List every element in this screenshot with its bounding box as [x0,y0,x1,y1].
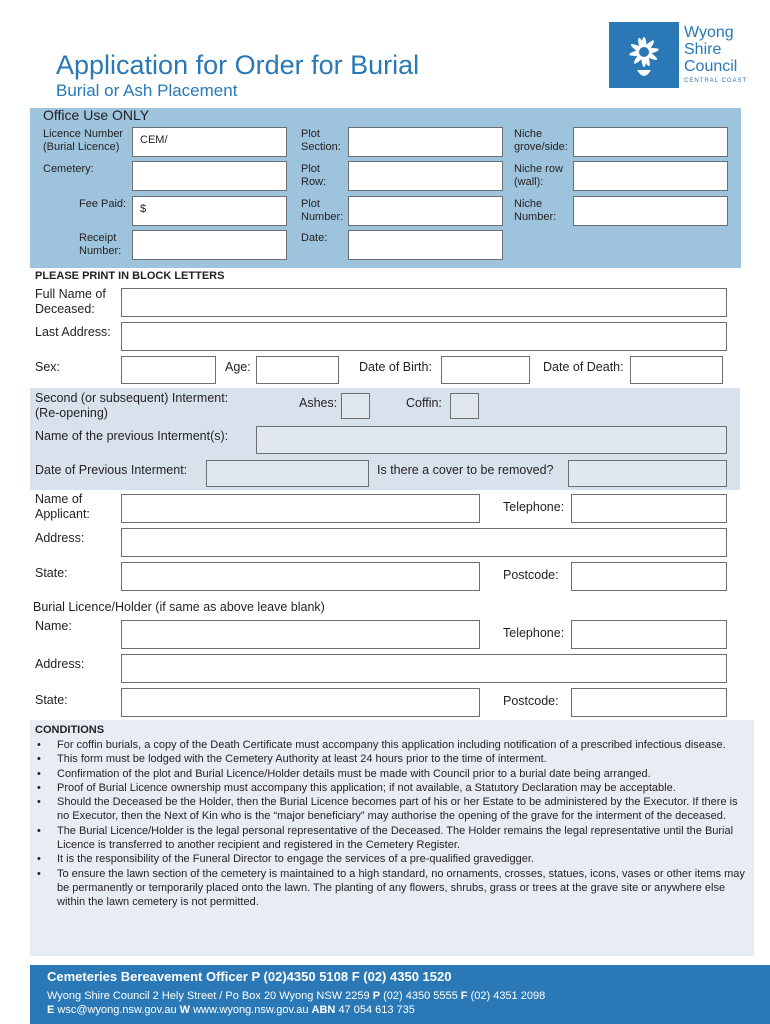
niche-number-input[interactable] [573,196,728,226]
sex-label: Sex: [35,360,61,374]
holder-telephone-label: Telephone: [503,626,565,640]
condition-item: • To ensure the lawn section of the cemetery is maintained to a high standard, no ornaments, crosses, statues, icons, vases or other items may be permanently or temporarily placed onto the lawn. The planting of any flowers, shrubs, grass or trees at the grave site or anywhere else within the lawn cemetery is not permitted. [34,867,748,910]
plot-row-input[interactable] [348,161,503,191]
age-input[interactable] [256,356,339,384]
niche-row-label: Niche row (wall): [514,163,563,188]
applicant-postcode-label: Postcode: [503,568,559,582]
applicant-state-input[interactable] [121,562,480,591]
page-subtitle: Burial or Ash Placement [56,81,238,100]
dod-input[interactable] [630,356,723,384]
sex-input[interactable] [121,356,216,384]
holder-heading: Burial Licence/Holder (if same as above leave blank) [33,600,325,614]
council-web-line: E wsc@wyong.nsw.gov.au W www.wyong.nsw.gov.au ABN 47 054 613 735 [47,1004,415,1016]
condition-item: • This form must be lodged with the Cemetery Authority at least 24 hours prior to the time of interment. [34,752,748,766]
licence-number-input[interactable]: CEM/ [132,127,287,157]
previous-interment-name-input[interactable] [256,426,727,454]
cemetery-input[interactable] [132,161,287,191]
previous-interment-name-label: Name of the previous Interment(s): [35,429,229,443]
holder-name-input[interactable] [121,620,480,649]
ashes-label: Ashes: [299,396,338,410]
ashes-checkbox[interactable] [341,393,370,419]
council-logo-icon [609,22,679,88]
applicant-name-label: Name of Applicant: [35,492,90,521]
applicant-telephone-input[interactable] [571,494,727,523]
applicant-address-input[interactable] [121,528,727,557]
dod-label: Date of Death: [543,360,624,374]
coffin-label: Coffin: [406,396,442,410]
condition-item: • The Burial Licence/Holder is the legal personal representative of the Deceased. The Holder remains the legal representative until the Burial Licence is transferred to another recipient and registered in the Cemetery Register. [34,824,748,853]
office-use-title: Office Use ONLY [43,107,150,123]
council-address-line: Wyong Shire Council 2 Hely Street / Po Box 20 Wyong NSW 2259 P (02) 4350 5555 F (02) 4351 2098 [47,990,546,1002]
date-input[interactable] [348,230,503,260]
coffin-checkbox[interactable] [450,393,479,419]
plot-section-input[interactable] [348,127,503,157]
plot-section-label: Plot Section: [301,128,341,153]
licence-number-label: Licence Number (Burial Licence) [43,128,124,153]
condition-item: • Confirmation of the plot and Burial Licence/Holder details must be made with Council prior to a burial date being arranged. [34,767,748,781]
fee-paid-label: Fee Paid: [79,198,127,210]
applicant-state-label: State: [35,566,68,580]
applicant-address-label: Address: [35,531,85,545]
holder-address-label: Address: [35,657,85,671]
conditions-list [34,738,748,910]
plot-row-label: Plot Row: [301,163,327,188]
receipt-number-input[interactable] [132,230,287,260]
fee-paid-input[interactable]: $ [132,196,287,226]
email-link[interactable]: wsc@wyong.nsw.gov.au [57,1004,177,1016]
condition-item: • It is the responsibility of the Funeral Director to engage the services of a pre-qualified gravedigger. [34,852,748,866]
block-letters-heading: PLEASE PRINT IN BLOCK LETTERS [35,270,225,282]
full-name-label: Full Name of Deceased: [35,287,106,316]
cover-removed-input[interactable] [568,460,727,487]
holder-telephone-input[interactable] [571,620,727,649]
council-name: Wyong Shire Council [684,24,738,75]
dob-label: Date of Birth: [359,360,432,374]
age-label: Age: [225,360,251,374]
cemetery-label: Cemetery: [43,163,94,175]
holder-address-input[interactable] [121,654,727,683]
condition-item: • Proof of Burial Licence ownership must accompany this application; if not available, a Statutory Declaration may be acceptable. [34,781,748,795]
council-tagline: CENTRAL COAST [684,78,748,84]
holder-name-label: Name: [35,619,72,633]
niche-number-label: Niche Number: [514,198,557,223]
niche-row-input[interactable] [573,161,728,191]
holder-state-input[interactable] [121,688,480,717]
dob-input[interactable] [441,356,530,384]
applicant-postcode-input[interactable] [571,562,727,591]
plot-number-input[interactable] [348,196,503,226]
previous-interment-date-label: Date of Previous Interment: [35,463,188,477]
niche-grove-label: Niche grove/side: [514,128,568,153]
last-address-label: Last Address: [35,325,111,339]
condition-item: • For coffin burials, a copy of the Death Certificate must accompany this application including notification of a prescribed infectious disease. [34,738,748,752]
full-name-input[interactable] [121,288,727,317]
holder-postcode-input[interactable] [571,688,727,717]
page-title: Application for Order for Burial [56,50,420,80]
bereavement-officer-contact: Cemeteries Bereavement Officer P (02)4350 5108 F (02) 4350 1520 [47,969,452,984]
conditions-heading: CONDITIONS [35,724,105,736]
niche-grove-input[interactable] [573,127,728,157]
date-label: Date: [301,232,328,244]
plot-number-label: Plot Number: [301,198,344,223]
second-interment-label: Second (or subsequent) Interment: (Re-opening) [35,391,229,420]
receipt-number-label: Receipt Number: [79,232,122,257]
applicant-name-input[interactable] [121,494,480,523]
last-address-input[interactable] [121,322,727,351]
holder-state-label: State: [35,693,68,707]
applicant-telephone-label: Telephone: [503,500,565,514]
website-link[interactable]: www.wyong.nsw.gov.au [193,1004,309,1016]
condition-item: • Should the Deceased be the Holder, then the Burial Licence becomes part of his or her Estate to be administered by the Executor. If there is no Executor, then the Next of Kin who is the “major beneficiary” may authorise the opening of the grave for the interment of the deceased. [34,795,748,824]
cover-removed-label: Is there a cover to be removed? [377,463,554,477]
previous-interment-date-input[interactable] [206,460,369,487]
holder-postcode-label: Postcode: [503,694,559,708]
